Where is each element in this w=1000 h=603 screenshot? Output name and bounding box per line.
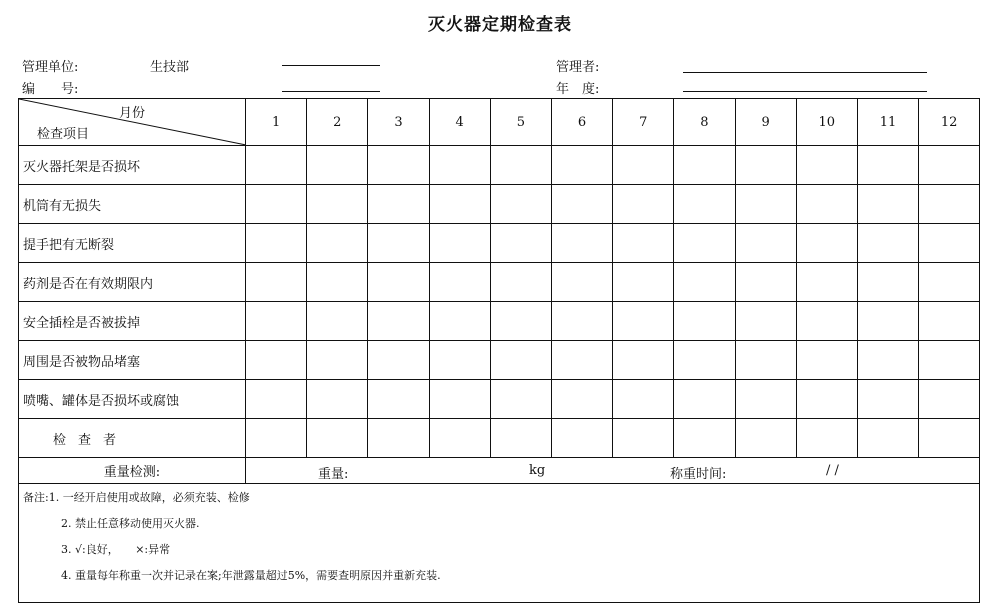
table-row bbox=[19, 302, 980, 341]
check-cell[interactable] bbox=[368, 224, 429, 263]
number-label: 编 号: bbox=[22, 82, 79, 97]
inspector-row bbox=[19, 419, 980, 458]
note-text: 3. √:良好， ×:异常 bbox=[61, 543, 171, 556]
table-row bbox=[19, 224, 980, 263]
check-cell[interactable] bbox=[551, 380, 612, 419]
check-cell[interactable] bbox=[674, 224, 735, 263]
check-cell[interactable] bbox=[919, 185, 980, 224]
month-header: 11 bbox=[857, 99, 918, 146]
check-cell[interactable] bbox=[307, 263, 368, 302]
month-header: 2 bbox=[307, 99, 368, 146]
notes-label: 备注: bbox=[23, 491, 49, 504]
table-row bbox=[19, 380, 980, 419]
check-cell[interactable] bbox=[796, 146, 857, 185]
check-cell[interactable] bbox=[307, 341, 368, 380]
table-row bbox=[19, 146, 980, 185]
table-row bbox=[19, 263, 980, 302]
check-cell[interactable] bbox=[796, 263, 857, 302]
check-cell[interactable] bbox=[919, 146, 980, 185]
check-cell[interactable] bbox=[490, 224, 551, 263]
check-cell[interactable] bbox=[490, 341, 551, 380]
year-field[interactable] bbox=[683, 91, 927, 92]
check-cell[interactable] bbox=[919, 341, 980, 380]
inspector-signature-cell[interactable] bbox=[246, 419, 307, 458]
check-cell[interactable] bbox=[307, 224, 368, 263]
check-cell[interactable] bbox=[429, 341, 490, 380]
check-item-label: 机筒有无损失 bbox=[19, 185, 246, 224]
check-cell[interactable] bbox=[429, 302, 490, 341]
month-header: 6 bbox=[551, 99, 612, 146]
table-row bbox=[19, 185, 980, 224]
check-cell[interactable] bbox=[857, 380, 918, 419]
notes-row bbox=[19, 484, 980, 603]
check-item-label: 药剂是否在有效期限内 bbox=[19, 263, 246, 302]
check-cell[interactable] bbox=[429, 224, 490, 263]
month-header: 1 bbox=[246, 99, 307, 146]
check-item-label: 灭火器托架是否损坏 bbox=[19, 146, 246, 185]
check-cell[interactable] bbox=[429, 380, 490, 419]
check-cell[interactable] bbox=[796, 185, 857, 224]
check-cell[interactable] bbox=[551, 185, 612, 224]
inspector-signature-cell[interactable] bbox=[429, 419, 490, 458]
check-cell[interactable] bbox=[307, 185, 368, 224]
check-cell[interactable] bbox=[490, 146, 551, 185]
check-cell[interactable] bbox=[613, 263, 674, 302]
weigh-date-slashes: / / bbox=[826, 463, 839, 478]
note-line bbox=[23, 568, 975, 594]
note-line bbox=[23, 490, 975, 516]
check-cell[interactable] bbox=[429, 263, 490, 302]
check-cell[interactable] bbox=[735, 341, 796, 380]
weight-check-label: 重量检测: bbox=[19, 458, 246, 484]
check-cell[interactable] bbox=[246, 341, 307, 380]
check-cell[interactable] bbox=[613, 185, 674, 224]
inspector-signature-cell[interactable] bbox=[368, 419, 429, 458]
check-cell[interactable] bbox=[246, 380, 307, 419]
check-cell[interactable] bbox=[674, 380, 735, 419]
check-cell[interactable] bbox=[674, 263, 735, 302]
check-cell[interactable] bbox=[246, 146, 307, 185]
check-cell[interactable] bbox=[735, 263, 796, 302]
note-text: 1. 一经开启使用或故障，必须充装、检修 bbox=[48, 491, 250, 504]
unit-label: 管理单位: bbox=[22, 60, 79, 75]
check-cell[interactable] bbox=[307, 380, 368, 419]
check-cell[interactable] bbox=[368, 302, 429, 341]
inspector-signature-cell[interactable] bbox=[490, 419, 551, 458]
check-cell[interactable] bbox=[735, 224, 796, 263]
check-cell[interactable] bbox=[368, 263, 429, 302]
check-cell[interactable] bbox=[307, 146, 368, 185]
check-cell[interactable] bbox=[796, 380, 857, 419]
weigh-time-label: 称重时间: bbox=[670, 467, 727, 482]
check-cell[interactable] bbox=[857, 146, 918, 185]
check-cell[interactable] bbox=[551, 263, 612, 302]
check-cell[interactable] bbox=[613, 146, 674, 185]
corner-month-label: 月份 bbox=[118, 106, 145, 121]
check-cell[interactable] bbox=[429, 185, 490, 224]
check-cell[interactable] bbox=[613, 302, 674, 341]
check-cell[interactable] bbox=[490, 302, 551, 341]
check-cell[interactable] bbox=[919, 263, 980, 302]
check-cell[interactable] bbox=[796, 341, 857, 380]
unit-value: 生技部 bbox=[150, 60, 190, 75]
check-cell[interactable] bbox=[735, 302, 796, 341]
check-cell[interactable] bbox=[674, 146, 735, 185]
inspector-label: 检查者 bbox=[19, 419, 246, 458]
corner-cell bbox=[19, 99, 246, 146]
inspector-signature-cell[interactable] bbox=[735, 419, 796, 458]
check-cell[interactable] bbox=[796, 302, 857, 341]
check-cell[interactable] bbox=[613, 380, 674, 419]
month-header: 3 bbox=[368, 99, 429, 146]
check-cell[interactable] bbox=[674, 341, 735, 380]
check-cell[interactable] bbox=[674, 302, 735, 341]
check-cell[interactable] bbox=[857, 302, 918, 341]
corner-item-label: 检查项目 bbox=[37, 127, 90, 142]
check-cell[interactable] bbox=[857, 185, 918, 224]
weight-row bbox=[19, 458, 980, 484]
check-cell[interactable] bbox=[919, 224, 980, 263]
check-cell[interactable] bbox=[368, 341, 429, 380]
number-field[interactable] bbox=[282, 91, 380, 92]
month-header: 10 bbox=[796, 99, 857, 146]
check-cell[interactable] bbox=[490, 380, 551, 419]
check-item-label: 安全插栓是否被拔掉 bbox=[19, 302, 246, 341]
check-cell[interactable] bbox=[857, 263, 918, 302]
check-cell[interactable] bbox=[919, 302, 980, 341]
check-cell[interactable] bbox=[246, 224, 307, 263]
check-cell[interactable] bbox=[246, 185, 307, 224]
check-cell[interactable] bbox=[368, 380, 429, 419]
check-cell[interactable] bbox=[551, 146, 612, 185]
check-cell[interactable] bbox=[429, 146, 490, 185]
note-line bbox=[23, 516, 975, 542]
check-cell[interactable] bbox=[735, 185, 796, 224]
check-cell[interactable] bbox=[551, 224, 612, 263]
check-cell[interactable] bbox=[551, 341, 612, 380]
manager-label: 管理者: bbox=[556, 60, 600, 75]
check-cell[interactable] bbox=[919, 380, 980, 419]
month-header: 12 bbox=[919, 99, 980, 146]
inspector-signature-cell[interactable] bbox=[307, 419, 368, 458]
weight-entry-cell[interactable] bbox=[246, 458, 980, 484]
form-title: 灭火器定期检查表 bbox=[428, 15, 572, 35]
manager-field[interactable] bbox=[683, 72, 927, 73]
note-text: 4. 重量每年称重一次并记录在案;年泄露量超过5%，需要查明原因并重新充装. bbox=[61, 569, 441, 582]
inspector-signature-cell[interactable] bbox=[674, 419, 735, 458]
note-line bbox=[23, 542, 975, 568]
check-cell[interactable] bbox=[551, 302, 612, 341]
month-header: 4 bbox=[429, 99, 490, 146]
month-header: 7 bbox=[613, 99, 674, 146]
inspector-signature-cell[interactable] bbox=[613, 419, 674, 458]
check-cell[interactable] bbox=[674, 185, 735, 224]
weight-unit: kg bbox=[529, 463, 546, 478]
check-cell[interactable] bbox=[857, 341, 918, 380]
check-cell[interactable] bbox=[246, 302, 307, 341]
check-cell[interactable] bbox=[368, 146, 429, 185]
check-item-label: 喷嘴、罐体是否损坏或腐蚀 bbox=[19, 380, 246, 419]
check-cell[interactable] bbox=[735, 146, 796, 185]
note-text: 2. 禁止任意移动使用灭火器. bbox=[61, 517, 200, 530]
check-cell[interactable] bbox=[735, 380, 796, 419]
month-header: 9 bbox=[735, 99, 796, 146]
year-label: 年 度: bbox=[556, 82, 600, 97]
unit-underline bbox=[282, 65, 380, 66]
check-cell[interactable] bbox=[246, 263, 307, 302]
inspector-signature-cell[interactable] bbox=[857, 419, 918, 458]
month-header: 5 bbox=[490, 99, 551, 146]
header-row bbox=[19, 99, 980, 146]
check-cell[interactable] bbox=[490, 185, 551, 224]
inspection-table bbox=[18, 98, 980, 603]
check-cell[interactable] bbox=[613, 341, 674, 380]
check-cell[interactable] bbox=[490, 263, 551, 302]
check-cell[interactable] bbox=[368, 185, 429, 224]
inspector-signature-cell[interactable] bbox=[551, 419, 612, 458]
check-cell[interactable] bbox=[796, 224, 857, 263]
notes-cell bbox=[19, 484, 980, 603]
table-row bbox=[19, 341, 980, 380]
check-item-label: 周围是否被物品堵塞 bbox=[19, 341, 246, 380]
inspector-signature-cell[interactable] bbox=[796, 419, 857, 458]
inspector-signature-cell[interactable] bbox=[919, 419, 980, 458]
check-cell[interactable] bbox=[307, 302, 368, 341]
weight-label: 重量: bbox=[318, 467, 349, 482]
month-header: 8 bbox=[674, 99, 735, 146]
check-cell[interactable] bbox=[857, 224, 918, 263]
check-cell[interactable] bbox=[613, 224, 674, 263]
check-item-label: 提手把有无断裂 bbox=[19, 224, 246, 263]
